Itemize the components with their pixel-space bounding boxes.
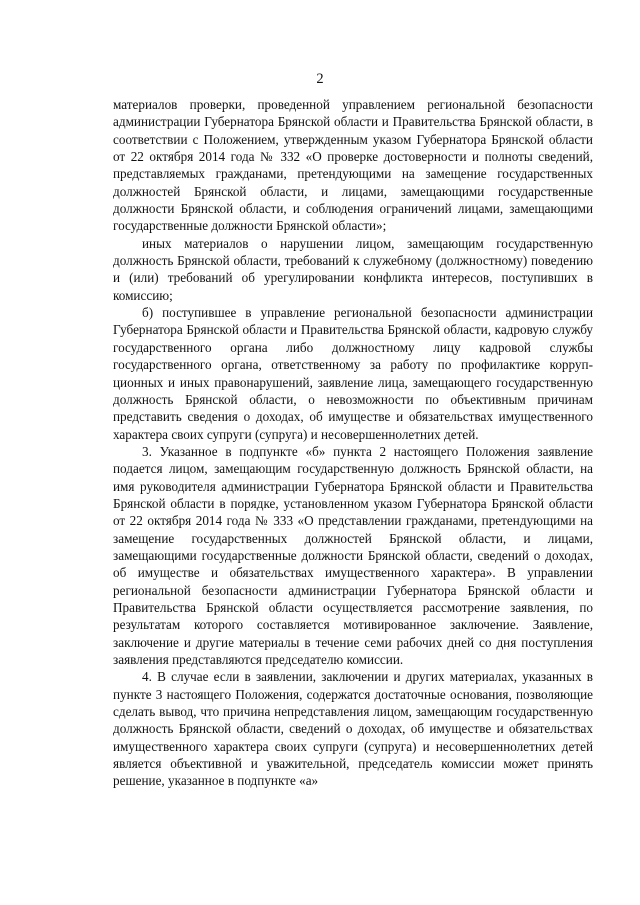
document-body bbox=[113, 96, 593, 790]
paragraph-inspection-materials: материалов проверки, проведенной управлением региональной безопасности администрации Губернатора Брянской области и Правительства Брянской области, в соответствии с Положением, утвержденным указом Губернатора Брянской области от 22 октября 2014 года № 332 «О проверке достоверности и полноты сведений, представляемых гражданами, претендующими на замещение государственных должностей Брянской области, и лицами, замещающими государственные должности Брянской области, и соблюдения ограничений лицами, замещающими государственные должности Брянской области»; bbox=[113, 97, 593, 234]
paragraph-subclause-b: б) поступившее в управление региональной безопасности администрации Губернатора Брянской области и Правительства Брянской области, кадровую службу государственного органа либо должностному лицу кадровой службы государственного органа, ответственному за работу по профилактике коррупционных и иных правонарушений, заявление лица, замещающего государственную должность Брянской области, о невозможности по объективным причинам представить сведения о доходах, об имуществе и обязательствах имущественного характера своих супруги (супруга) и несовершеннолетних детей. bbox=[113, 305, 593, 442]
paragraph-clause-3: 3. Указанное в подпункте «б» пункта 2 настоящего Положения заявление подается лицом, замещающим государственную должность Брянской области, на имя руководителя администрации Губернатора Брянской области и Правительства Брянской области в порядке, установленном указом Губернатора Брянской области от 22 октября 2014 года № 333 «О представлении гражданами, претендующими на замещение государственных должностей Брянской области, и лицами, замещающими государственные должности Брянской области, сведений о доходах, об имуществе и обязательствах имущественного характера». В управлении региональной безопасности администрации Губернатора Брянской области и Правительства Брянской области осуществляется рассмотрение заявления, по результатам которого составляется мотивированное заключение. Заявление, заключение и другие материалы в течение семи рабочих дней со дня поступления заявления представляются председателю комиссии. bbox=[113, 443, 593, 667]
paragraph-clause-4: 4. В случае если в заявлении, заключении и других материалах, указанных в пункте 3 настоящего Положения, содержатся достаточные основания, позволяющие сделать вывод, что причина непредставления лицом, замещающим государственную должность Брянской области, сведений о доходах, об имуществе и обязательствах имущественного характера своих супруги (супруга) и несовершеннолетних детей является объективной и уважительной, председатель комиссии может принять решение, указанное в подпункте «а» bbox=[113, 669, 593, 789]
page-number: 2 bbox=[316, 71, 324, 87]
paragraph-other-materials: иных материалов о нарушении лицом, замещающим государственную должность Брянской области, требований к служебному (должностному) поведению и (или) требований об урегулировании конфликта интересов, поступивших в комиссию; bbox=[113, 235, 593, 303]
